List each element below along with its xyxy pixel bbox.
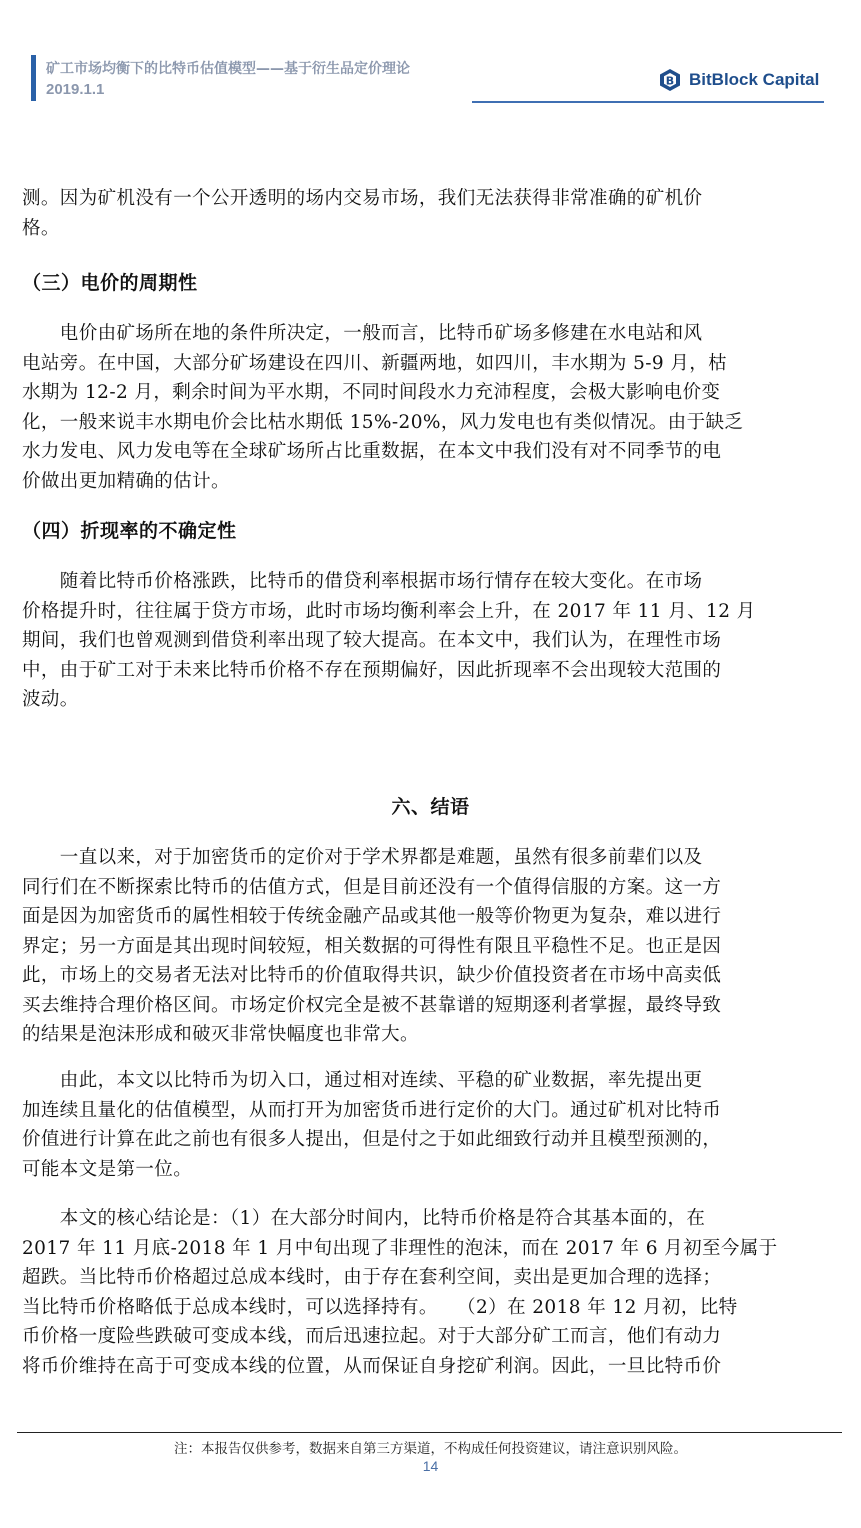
conclusion-paragraph-2 (22, 1066, 834, 1184)
text-line: 测。因为矿机没有一个公开透明的场内交易市场，我们无法获得非常准确的矿机价 (22, 188, 703, 209)
text-line: 超跌。当比特币价格超过总成本线时，由于存在套利空间，卖出是更加合理的选择； (22, 1267, 722, 1288)
text-line: 此，市场上的交易者无法对比特币的价值取得共识，缺少价值投资者在市场中高卖低 (22, 965, 722, 986)
section4-paragraph (22, 567, 834, 715)
text-line: 同行们在不断探索比特币的估值方式，但是目前还没有一个值得信服的方案。这一方 (22, 876, 722, 898)
text-line: 本文的核心结论是：（1）在大部分时间内，比特币价格是符合其基本面的，在 (22, 1208, 706, 1229)
section-heading-discount-rate: （四）折现率的不确定性 (22, 520, 237, 542)
text-line: 化，一般来说丰水期电价会比枯水期低 15%-20%，风力发电也有类似情况。由于缺乏 (22, 411, 744, 433)
svg-text:B: B (665, 74, 675, 88)
text-line: 将币价维持在高于可变成本线的位置，从而保证自身挖矿利润。因此，一旦比特币价 (22, 1355, 722, 1377)
logo-text: BitBlock Capital (689, 70, 820, 89)
section-heading-electricity-cycle: （三）电价的周期性 (22, 272, 198, 294)
report-title: 矿工市场均衡下的比特币估值模型——基于衍生品定价理论 (46, 61, 410, 77)
text-line: 2017 年 11 月底-2018 年 1 月中旬出现了非理性的泡沫，而在 2017 年 6 月初至今属于 (22, 1237, 778, 1259)
header-accent-bar (31, 55, 36, 101)
section3-paragraph (22, 319, 834, 496)
text-line: 波动。 (22, 689, 79, 710)
text-line: 当比特币价格略低于总成本线时，可以选择持有。 （2）在 2018 年 12 月初，比特 (22, 1296, 738, 1318)
text-line: 币价格一度险些跌破可变成本线，而后迅速拉起。对于大部分矿工而言，他们有动力 (22, 1326, 722, 1347)
text-line: 界定；另一方面是其出现时间较短，相关数据的可得性有限且平稳性不足。也正是因 (22, 935, 722, 957)
text-line: 由此，本文以比特币为切入口，通过相对连续、平稳的矿业数据，率先提出更 (22, 1070, 703, 1091)
bitblock-logo-icon (657, 67, 683, 93)
text-line: 水期为 12-2 月，剩余时间为平水期，不同时间段水力充沛程度，会极大影响电价变 (22, 382, 721, 403)
text-line: 的结果是泡沫形成和破灭非常快幅度也非常大。 (22, 1024, 419, 1045)
text-line: 价值进行计算在此之前也有很多人提出，但是付之于如此细致行动并且模型预测的， (22, 1129, 722, 1150)
text-line: 期间，我们也曾观测到借贷利率出现了较大提高。在本文中，我们认为，在理性市场 (22, 630, 722, 651)
continuation-paragraph (22, 184, 834, 243)
text-line: 电价由矿场所在地的条件所决定，一般而言，比特币矿场多修建在水电站和风 (22, 323, 703, 344)
page-number: 14 (422, 1458, 439, 1474)
text-line: 水力发电、风力发电等在全球矿场所占比重数据，在本文中我们没有对不同季节的电 (22, 441, 722, 462)
conclusion-paragraph-1 (22, 843, 834, 1050)
text-line: 中，由于矿工对于未来比特币价格不存在预期偏好，因此折现率不会出现较大范围的 (22, 659, 722, 681)
text-line: 电站旁。在中国，大部分矿场建设在四川、新疆两地，如四川，丰水期为 5-9 月，枯 (22, 352, 728, 374)
text-line: 一直以来，对于加密货币的定价对于学术界都是难题，虽然有很多前辈们以及 (22, 847, 703, 868)
conclusion-paragraph-3 (22, 1204, 834, 1381)
text-line: 价格提升时，往往属于贷方市场，此时市场均衡利率会上升，在 2017 年 11 月、12 月 (22, 600, 756, 622)
footer-divider (17, 1432, 842, 1433)
text-line: 价做出更加精确的估计。 (22, 470, 230, 492)
report-date: 2019.1.1 (46, 81, 105, 98)
header-divider (472, 101, 824, 103)
text-line: 面是因为加密货币的属性相较于传统金融产品或其他一般等价物更为复杂，难以进行 (22, 906, 722, 927)
text-line: 可能本文是第一位。 (22, 1158, 193, 1180)
disclaimer-note: 注：本报告仅供参考，数据来自第三方渠道，不构成任何投资建议，请注意识别风险。 (174, 1441, 687, 1457)
text-line: 买去维持合理价格区间。市场定价权完全是被不甚靠谱的短期逐利者掌握，最终导致 (22, 994, 722, 1016)
text-line: 随着比特币价格涨跌，比特币的借贷利率根据市场行情存在较大变化。在市场 (22, 571, 703, 592)
company-logo (657, 66, 819, 94)
text-line: 格。 (22, 217, 60, 239)
chapter-heading-conclusion: 六、结语 (391, 796, 470, 818)
text-line: 加连续且量化的估值模型，从而打开为加密货币进行定价的大门。通过矿机对比特币 (22, 1099, 722, 1121)
